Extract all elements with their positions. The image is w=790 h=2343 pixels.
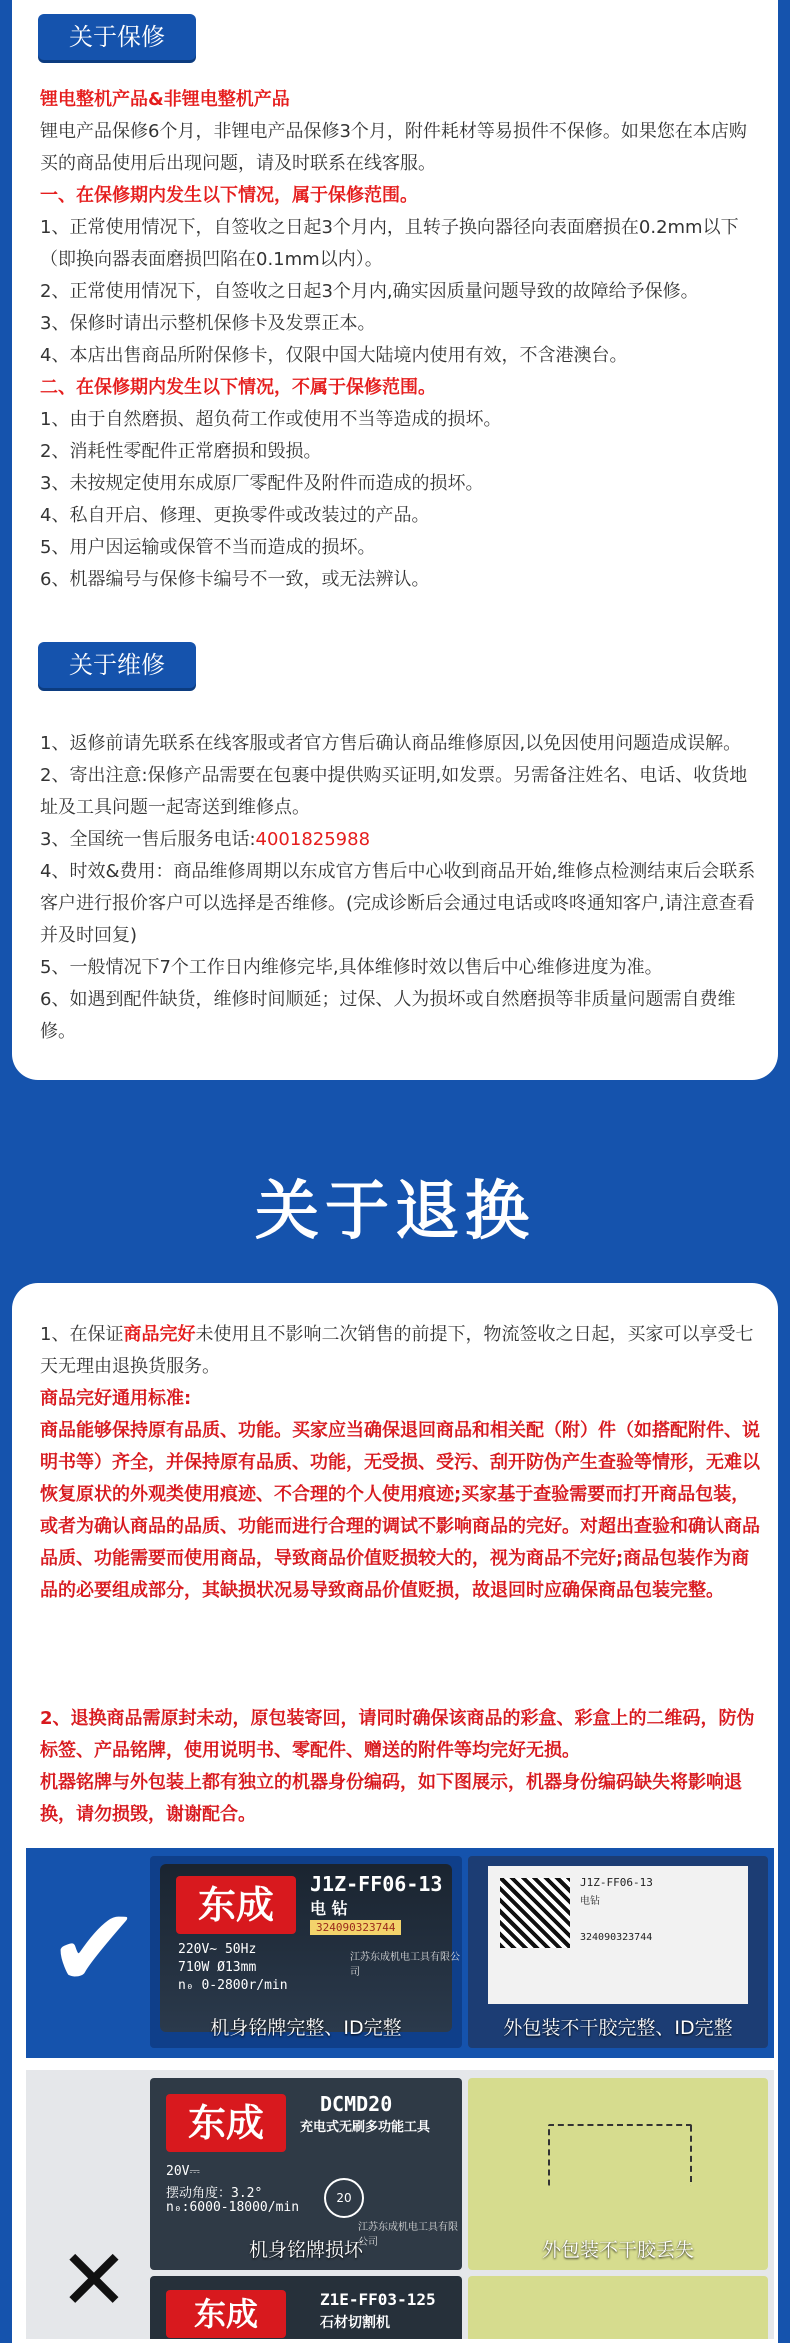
plate2-spec2: 摆动角度：3.2° xyxy=(166,2186,263,2201)
bad-nameplate-photo xyxy=(150,2078,462,2270)
plate1-spec2: 710W Ø13mm xyxy=(178,1960,257,1975)
service-phone[interactable]: 4001825988 xyxy=(255,829,371,850)
good-example-panel xyxy=(26,1848,774,2058)
bad-right-caption: 外包装不干胶丢失 xyxy=(541,2239,694,2261)
warranty-intro-text: 锂电产品保修6个月，非锂电产品保修3个月，附件耗材等易损件不保修。如果您在本店购买的商品使用后出现问题，请及时联系在线客服。 xyxy=(40,121,747,174)
plate3-model: Z1E-FF03-125 xyxy=(320,2290,436,2309)
repair-item-1: 1、返修前请先联系在线客服或者官方售后确认商品维修原因,以免因使用问题造成误解。 xyxy=(40,733,742,754)
plate1-spec3: n₀ 0-2800r/min xyxy=(178,1978,288,1993)
returns-p1-highlight: 商品完好 xyxy=(123,1324,196,1345)
plate1-serial: 324090323744 xyxy=(310,1920,401,1935)
bad-example-panel xyxy=(26,2070,774,2339)
bad-nameplate-photo-2 xyxy=(150,2276,462,2339)
check-icon: ✔ xyxy=(47,1884,141,2012)
returns-standard-text: 商品能够保持原有品质、功能。买家应当确保退回商品和相关配（附）件（如搭配附件、说明书等）齐全，并保持原有品质、功能，无受损、受污、刮开防伪产生查验等情形，无难以恢复原状的外观类使用痕迹、不合理的个人使用痕迹;买家基于查验需要而打开商品包装，或者为确认商品的品质、功能而进行合理的调试不影响商品的完好。对超出查验和确认商品品质、功能需要而使用商品，导致商品价值贬损较大的，视为商品不完好;商品包装作为商品的必要组成部分，其缺损状况易导致商品价值贬损，故退回时应确保商品包装完整。 xyxy=(40,1420,760,1601)
good-right-caption: 外包装不干胶完整、ID完整 xyxy=(503,2017,733,2039)
plate1-spec1: 220V~ 50Hz xyxy=(178,1942,257,1957)
returns-hero-title: 关于退换 xyxy=(255,1175,535,1249)
warranty-section2-item: 5、用户因运输或保管不当而造成的损坏。 xyxy=(40,537,376,558)
plate2-brand: 东成 xyxy=(166,2094,286,2152)
bad-package-photo-2 xyxy=(468,2276,768,2339)
warranty-section1-item: 1、正常使用情况下，自签收之日起3个月内，且转子换向器径向表面磨损在0.2mm以下（即换向器表面磨损凹陷在0.1mm以内）。 xyxy=(40,217,739,270)
missing-sticker-outline-icon xyxy=(548,2124,692,2186)
returns-p2: 2、退换商品需原封未动，原包装寄回，请同时确保该商品的彩盒、彩盒上的二维码，防伪标签、产品铭牌，使用说明书、零配件、赠送的附件等均完好无损。 xyxy=(40,1708,755,1761)
bad-left-caption: 机身铭牌损坏 xyxy=(248,2239,363,2261)
plate2-spec1: 20V⎓ xyxy=(166,2164,200,2179)
warranty-section2-item: 2、消耗性零配件正常磨损和毁损。 xyxy=(40,441,322,462)
returns-p1-b: 未使用且不影响二次销售的前提下，物流签收之日起，买家可以享受七天无理由退换货服务。 xyxy=(40,1324,754,1377)
warranty-repair-card xyxy=(12,0,778,1080)
plate2-type: 充电式无刷多功能工具 xyxy=(300,2120,431,2135)
warranty-section1-item: 3、保修时请出示整机保修卡及发票正本。 xyxy=(40,313,376,334)
plate1-type: 电 钻 xyxy=(310,1899,348,1918)
warranty-section2-item: 4、私自开启、修理、更换零件或改装过的产品。 xyxy=(40,505,430,526)
returns-standard-title: 商品完好通用标准: xyxy=(40,1388,192,1409)
warranty-section2-item: 6、机器编号与保修卡编号不一致，或无法辨认。 xyxy=(40,569,430,590)
warranty-section1-item: 2、正常使用情况下，自签收之日起3个月内,确实因质量问题导致的故障给予保修。 xyxy=(40,281,699,302)
warranty-heading: 关于保修 xyxy=(38,14,196,60)
repair-heading: 关于维修 xyxy=(38,642,196,688)
qr-code-icon xyxy=(500,1878,570,1948)
plate2-model: DCMD20 xyxy=(320,2092,393,2116)
plate3-type: 石材切割机 xyxy=(320,2315,390,2331)
warranty-section2-item: 1、由于自然磨损、超负荷工作或使用不当等造成的损坏。 xyxy=(40,409,502,430)
label1-serial: 324090323744 xyxy=(580,1932,653,1943)
voltage-badge-icon: 20 xyxy=(324,2178,364,2218)
plate2-spec3: n₀:6000-18000/min xyxy=(166,2200,300,2215)
warranty-intro-title: 锂电整机产品&非锂电整机产品 xyxy=(40,89,290,110)
good-package-label-photo xyxy=(468,1856,768,2048)
warranty-section1-item: 4、本店出售商品所附保修卡，仅限中国大陆境内使用有效，不含港澳台。 xyxy=(40,345,628,366)
label1-model: J1Z-FF06-13 xyxy=(580,1876,653,1889)
returns-p3: 机器铭牌与外包装上都有独立的机器身份编码，如下图展示，机器身份编码缺失将影响退换，请勿损毁，谢谢配合。 xyxy=(40,1772,742,1825)
repair-item-6: 6、如遇到配件缺货，维修时间顺延；过保、人为损坏或自然磨损等非质量问题需自费维修。 xyxy=(40,989,736,1042)
plate1-model: J1Z-FF06-13 xyxy=(310,1872,443,1896)
plate1-maker: 江苏东成机电工具有限公司 xyxy=(350,1952,460,1978)
bad-package-label-photo xyxy=(468,2078,768,2270)
plate3-brand: 东成 xyxy=(166,2290,286,2338)
good-nameplate-photo xyxy=(150,1856,462,2048)
plate1-brand: 东成 xyxy=(176,1876,296,1934)
repair-item-5: 5、一般情况下7个工作日内维修完毕,具体维修时效以售后中心维修进度为准。 xyxy=(40,957,663,978)
repair-item-4: 4、时效&费用：商品维修周期以东成官方售后中心收到商品开始,维修点检测结束后会联系客户进行报价客户可以选择是否维修。(完成诊断后会通过电话或咚咚通知客户,请注意查看并及时回复) xyxy=(40,861,756,946)
good-left-caption: 机身铭牌完整、ID完整 xyxy=(210,2017,402,2039)
warranty-section2-title: 二、在保修期内发生以下情况，不属于保修范围。 xyxy=(40,377,436,398)
plate2-maker: 江苏东成机电工具有限公司 xyxy=(358,2222,458,2248)
cross-icon: ✕ xyxy=(58,2231,130,2329)
warranty-section1-title: 一、在保修期内发生以下情况，属于保修范围。 xyxy=(40,185,418,206)
label1-type: 电钻 xyxy=(580,1896,600,1907)
repair-item-2: 2、寄出注意:保修产品需要在包裹中提供购买证明,如发票。另需备注姓名、电话、收货地址及工具问题一起寄送到维修点。 xyxy=(40,765,748,818)
warranty-section2-item: 3、未按规定使用东成原厂零配件及附件而造成的损坏。 xyxy=(40,473,484,494)
returns-p1-a: 1、在保证 xyxy=(40,1324,124,1345)
repair-item-3 xyxy=(40,824,760,856)
repair-item-3-label: 3、全国统一售后服务电话: xyxy=(40,829,256,850)
returns-p1 xyxy=(40,1319,760,1383)
